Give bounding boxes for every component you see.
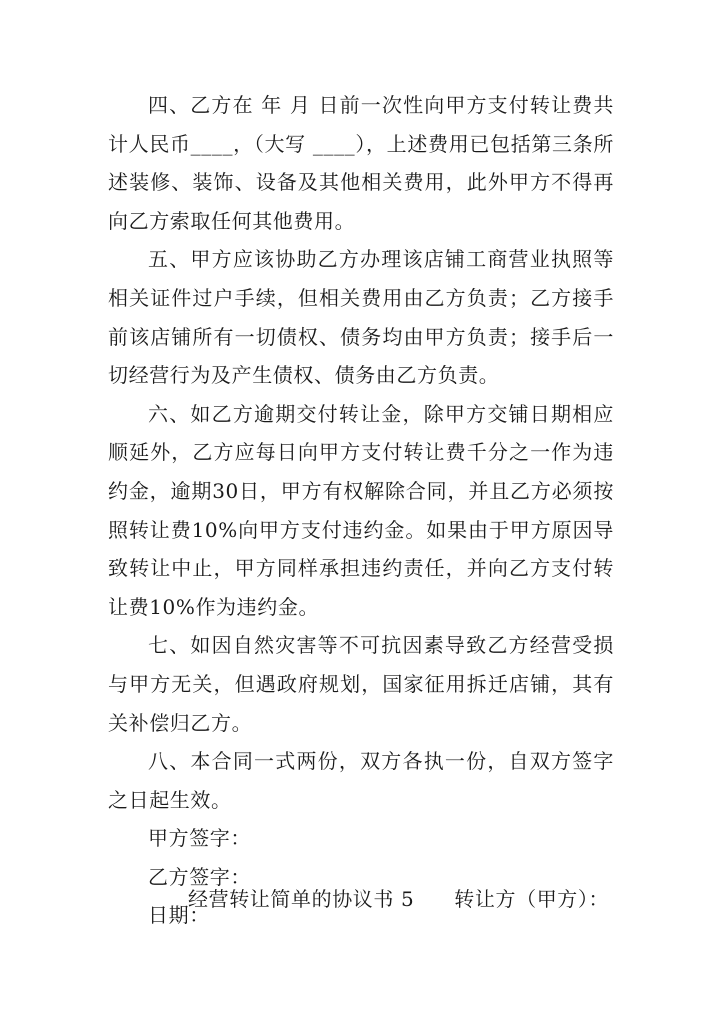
- contract-body: [108, 86, 614, 935]
- transferor-label: 转让方（甲方）：: [454, 887, 610, 911]
- next-document-header: [188, 884, 609, 914]
- date-label: 日期：: [148, 903, 210, 928]
- clause-4: 四、乙方在 年 月 日前一次性向甲方支付转让费共计人民币____，（大写 ____），上述费用已包括第三条所述装修、装饰、设备及其他相关费用，此外甲方不得再向乙方索取任何其他费用。: [108, 93, 614, 233]
- party-b-signature-label: 乙方签字：: [148, 864, 251, 889]
- party-a-signature-label: 甲方签字：: [148, 826, 251, 851]
- clause-7: 七、如因自然灾害等不可抗因素导致乙方经营受损与甲方无关，但遇政府规划，国家征用拆迁店铺，其有关补偿归乙方。: [108, 633, 614, 735]
- clause-5: 五、甲方应该协助乙方办理该店铺工商营业执照等相关证件过户手续，但相关费用由乙方负责；乙方接手前该店铺所有一切债权、债务均由甲方负责；接手后一切经营行为及产生债权、债务由乙方负责。: [108, 247, 614, 388]
- clause-8: 八、本合同一式两份，双方各执一份，自双方签字之日起生效。: [108, 749, 614, 812]
- clause-6: 六、如乙方逾期交付转让金，除甲方交铺日期相应顺延外，乙方应每日向甲方支付转让费千分之一作为违约金，逾期30日，甲方有权解除合同，并且乙方必须按照转让费10%向甲方支付违约金。如果由于甲方原因导致转让中止，甲方同样承担违约责任，并向乙方支付转让费10%作为违约金。: [108, 401, 614, 619]
- next-document-title: 经营转让简单的协议书 5: [188, 887, 415, 911]
